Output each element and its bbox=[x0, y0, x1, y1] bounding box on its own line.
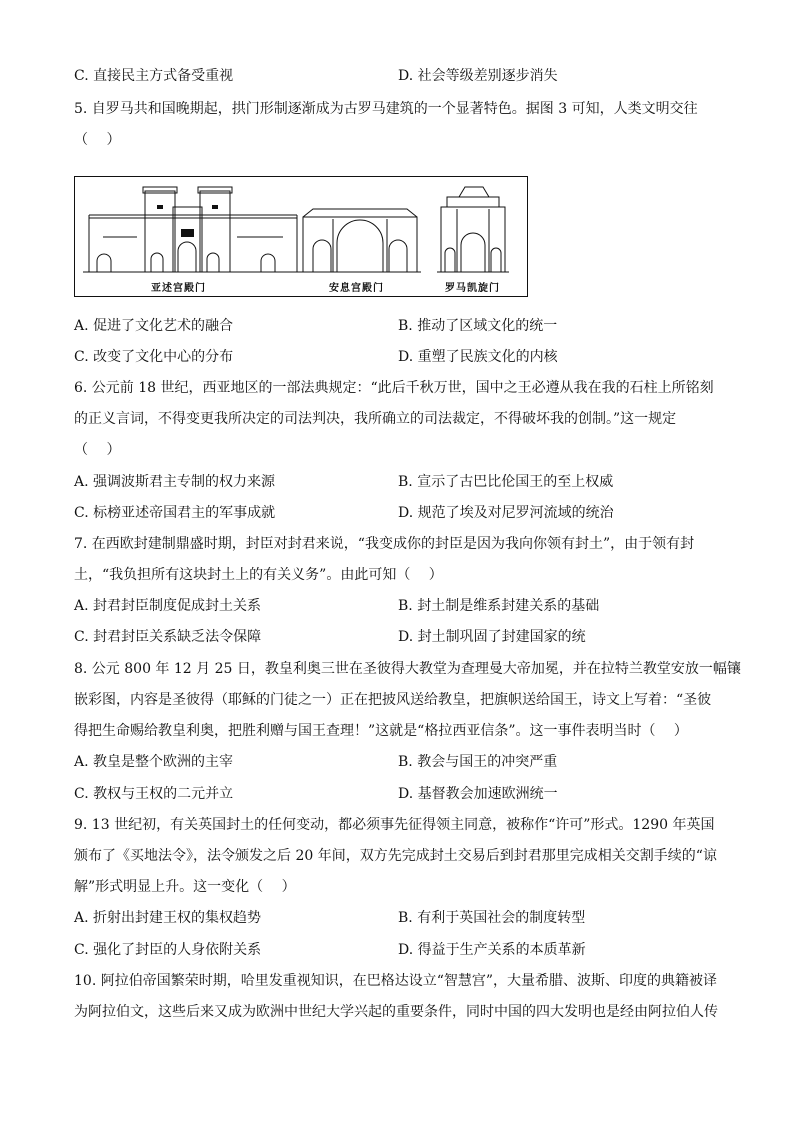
q8-stem-line1: 8. 公元 800 年 12 月 25 日，教皇利奥三世在圣彼得大教堂为查理曼大帝加冕，并在拉特兰教堂安放一幅镶 bbox=[74, 661, 741, 677]
q5-option-b: B. 推动了区域文化的统一 bbox=[398, 318, 558, 334]
q5-stem-line1: 5. 自罗马共和国晚期起，拱门形制逐渐成为古罗马建筑的一个显著特色。据图 3 可知，人类文明交往 bbox=[74, 101, 698, 117]
q9-option-c: C. 强化了封臣的人身依附关系 bbox=[74, 942, 262, 958]
caption-roman-arch: 罗马凯旋门 bbox=[445, 283, 500, 294]
q4-option-c: C. 直接民主方式备受重视 bbox=[74, 68, 234, 84]
gates-illustration bbox=[75, 177, 526, 295]
q9-option-b: B. 有利于英国社会的制度转型 bbox=[398, 910, 586, 926]
q7-option-d: D. 封土制巩固了封建国家的统 bbox=[398, 629, 586, 645]
q6-stem-line3: （ ） bbox=[74, 442, 121, 458]
q6-option-a: A. 强调波斯君主专制的权力来源 bbox=[74, 474, 276, 490]
q7-option-b: B. 封土制是维系封建关系的基础 bbox=[398, 598, 600, 614]
q10-stem-line1: 10. 阿拉伯帝国繁荣时期，哈里发重视知识，在巴格达设立“智慧宫”，大量希腊、波斯、印度的典籍被译 bbox=[74, 973, 718, 989]
q6-stem-line1: 6. 公元前 18 世纪，西亚地区的一部法典规定：“此后千秋万世，国中之王必遵从我在我的石柱上所铭刻 bbox=[74, 380, 714, 396]
q5-option-a: A. 促进了文化艺术的融合 bbox=[74, 318, 234, 334]
q9-option-a: A. 折射出封建王权的集权趋势 bbox=[74, 910, 262, 926]
q7-stem-line1: 7. 在西欧封建制鼎盛时期，封臣对封君来说，“我变成你的封臣是因为我向你领有封土”，由于领有封 bbox=[74, 536, 695, 552]
q8-option-d: D. 基督教会加速欧洲统一 bbox=[398, 786, 558, 802]
q8-stem-line2: 嵌彩图，内容是圣彼得（耶稣的门徒之一）正在把披风送给教皇，把旗帜送给国王，诗文上写着：“圣彼 bbox=[74, 692, 712, 708]
q6-option-b: B. 宣示了古巴比伦国王的至上权威 bbox=[398, 474, 614, 490]
q10-stem-line2: 为阿拉伯文，这些后来又成为欧洲中世纪大学兴起的重要条件，同时中国的四大发明也是经由阿拉伯人传 bbox=[74, 1004, 718, 1020]
q6-stem-line2: 的正义言词，不得变更我所决定的司法判决，我所确立的司法裁定，不得破坏我的创制。”这一规定 bbox=[74, 411, 677, 427]
q7-option-c: C. 封君封臣关系缺乏法令保障 bbox=[74, 629, 262, 645]
q8-option-b: B. 教会与国王的冲突严重 bbox=[398, 754, 558, 770]
q9-stem-line3: 解”形式明显上升。这一变化（ ） bbox=[74, 879, 296, 895]
q8-option-c: C. 教权与王权的二元并立 bbox=[74, 786, 234, 802]
q8-option-a: A. 教皇是整个欧洲的主宰 bbox=[74, 754, 234, 770]
caption-parthian-gate: 安息宫殿门 bbox=[329, 283, 384, 294]
q5-stem-line2: （ ） bbox=[74, 132, 121, 148]
q9-stem-line2: 颁布了《买地法令》，法令颁发之后 20 年间，双方先完成封土交易后到封君那里完成相关交割手续的“谅 bbox=[74, 848, 717, 864]
q6-option-d: D. 规范了埃及对尼罗河流域的统治 bbox=[398, 505, 614, 521]
q7-option-a: A. 封君封臣制度促成封土关系 bbox=[74, 598, 262, 614]
q6-option-c: C. 标榜亚述帝国君主的军事成就 bbox=[74, 505, 276, 521]
q8-stem-line3: 得把生命赐给教皇利奥，把胜利赠与国王查理！”这就是“格拉西亚信条”。这一事件表明当时（ ） bbox=[74, 723, 688, 739]
q4-option-d: D. 社会等级差别逐步消失 bbox=[398, 68, 558, 84]
q7-stem-line2: 土，“我负担所有这块封土上的有关义务”。由此可知（ ） bbox=[74, 567, 443, 583]
q9-option-d: D. 得益于生产关系的本质革新 bbox=[398, 942, 586, 958]
q5-option-c: C. 改变了文化中心的分布 bbox=[74, 349, 234, 365]
q9-stem-line1: 9. 13 世纪初，有关英国封土的任何变动，都必须事先征得领主同意，被称作“许可”形式。1290 年英国 bbox=[74, 817, 715, 833]
q5-option-d: D. 重塑了民族文化的内核 bbox=[398, 349, 558, 365]
caption-assyrian-gate: 亚述宫殿门 bbox=[151, 283, 206, 294]
figure-3-gates bbox=[74, 176, 528, 297]
